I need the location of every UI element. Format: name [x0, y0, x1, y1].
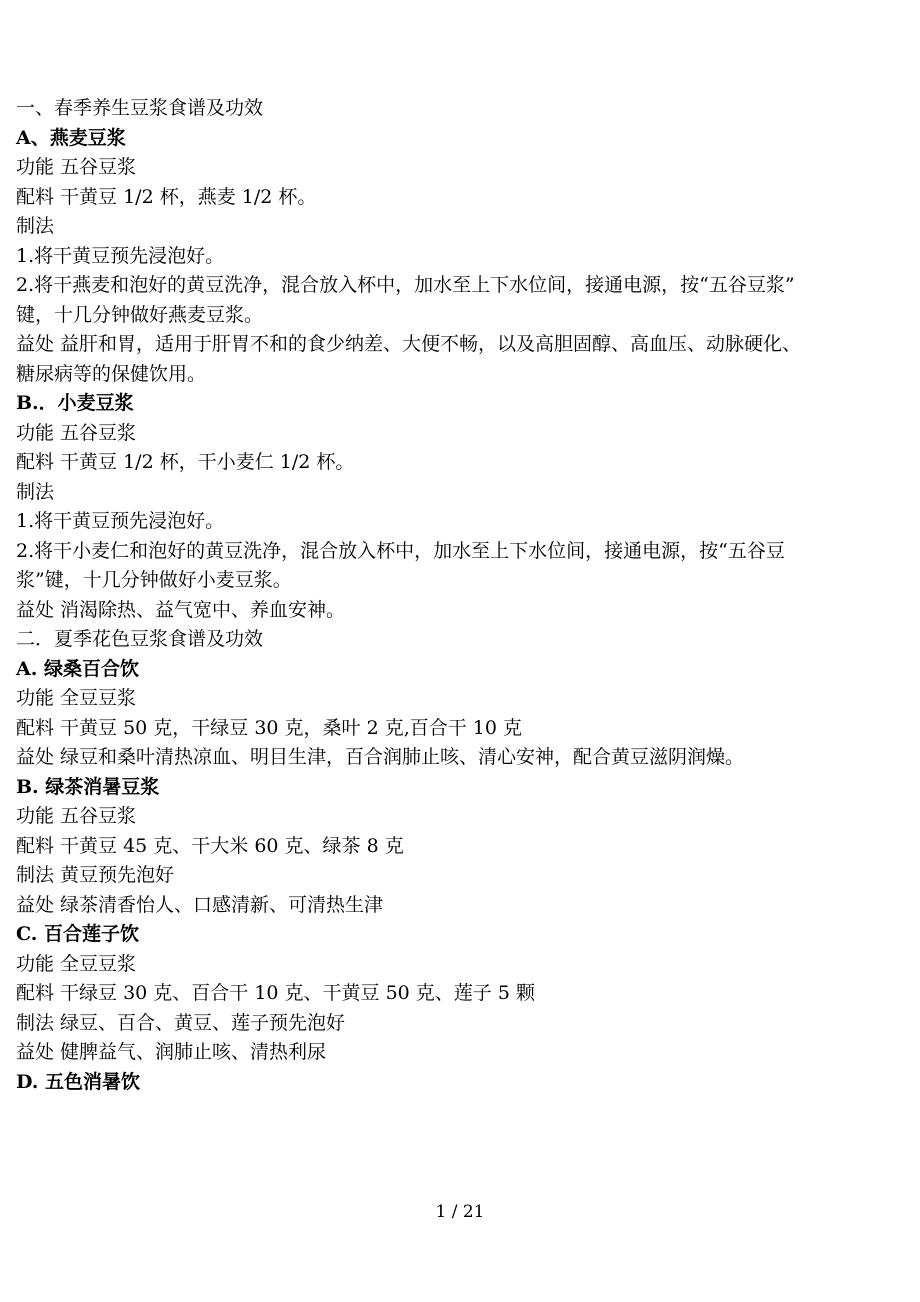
text-line: 制法 — [16, 480, 55, 503]
text-line: 2.将干燕麦和泡好的黄豆洗净，混合放入杯中，加水至上下水位间，接通电源，按“五谷豆浆” — [16, 274, 795, 296]
text-line: 制法 绿豆、百合、黄豆、莲子预先泡好 — [16, 1011, 346, 1034]
text-line: 配料 干黄豆 1/2 杯，干小麦仁 1/2 杯。 — [16, 451, 355, 473]
section-heading: B. 绿茶消暑豆浆 — [16, 775, 160, 798]
section-heading: D. 五色消暑饮 — [16, 1070, 141, 1093]
text-line: 功能 全豆豆浆 — [16, 687, 137, 709]
document-body — [16, 94, 912, 1097]
text-line: 制法 — [16, 215, 55, 237]
text-line: 益处 益肝和胃，适用于肝胃不和的食少纳差、大便不畅，以及高胆固醇、高血压、动脉硬化、 — [16, 333, 802, 355]
text-line: 浆”键，十几分钟做好小麦豆浆。 — [16, 569, 292, 591]
text-line: 糖尿病等的保健饮用。 — [16, 362, 207, 385]
text-line: 功能 五谷豆浆 — [16, 156, 137, 178]
text-line: 键，十几分钟做好燕麦豆浆。 — [16, 303, 264, 326]
text-line: 一、春季养生豆浆食谱及功效 — [16, 97, 264, 119]
text-line: 二．夏季花色豆浆食谱及功效 — [16, 628, 264, 650]
text-line: 功能 五谷豆浆 — [16, 805, 137, 827]
section-heading: A、燕麦豆浆 — [16, 126, 126, 149]
text-line: 益处 消渴除热、益气宽中、养血安神。 — [16, 598, 346, 621]
text-line: 制法 黄豆预先泡好 — [16, 864, 175, 886]
text-line: 配料 干黄豆 50 克，干绿豆 30 克，桑叶 2 克,百合干 10 克 — [16, 716, 523, 739]
text-line: 1.将干黄豆预先浸泡好。 — [16, 510, 225, 532]
text-line: 1.将干黄豆预先浸泡好。 — [16, 244, 225, 267]
text-line: 2.将干小麦仁和泡好的黄豆洗净，混合放入杯中，加水至上下水位间，接通电源，按“五谷豆 — [16, 539, 785, 562]
page-number: 1 / 21 — [435, 1202, 485, 1222]
text-line: 配料 干黄豆 1/2 杯，燕麦 1/2 杯。 — [16, 185, 317, 208]
text-line: 功能 五谷豆浆 — [16, 421, 137, 444]
text-line: 功能 全豆豆浆 — [16, 952, 137, 975]
text-line: 配料 干绿豆 30 克、百合干 10 克、干黄豆 50 克、莲子 5 颗 — [16, 982, 535, 1004]
section-heading: C. 百合莲子饮 — [16, 923, 140, 945]
text-line: 配料 干黄豆 45 克、干大米 60 克、绿茶 8 克 — [16, 834, 404, 857]
section-heading: A. 绿桑百合饮 — [16, 657, 139, 680]
text-line: 益处 绿豆和桑叶清热凉血、明目生津，百合润肺止咳、清心安神，配合黄豆滋阴润燥。 — [16, 746, 745, 768]
section-heading: B.．小麦豆浆 — [16, 392, 134, 414]
text-line: 益处 绿茶清香怡人、口感清新、可清热生津 — [16, 893, 384, 916]
text-line: 益处 健脾益气、润肺止咳、清热利尿 — [16, 1041, 327, 1063]
